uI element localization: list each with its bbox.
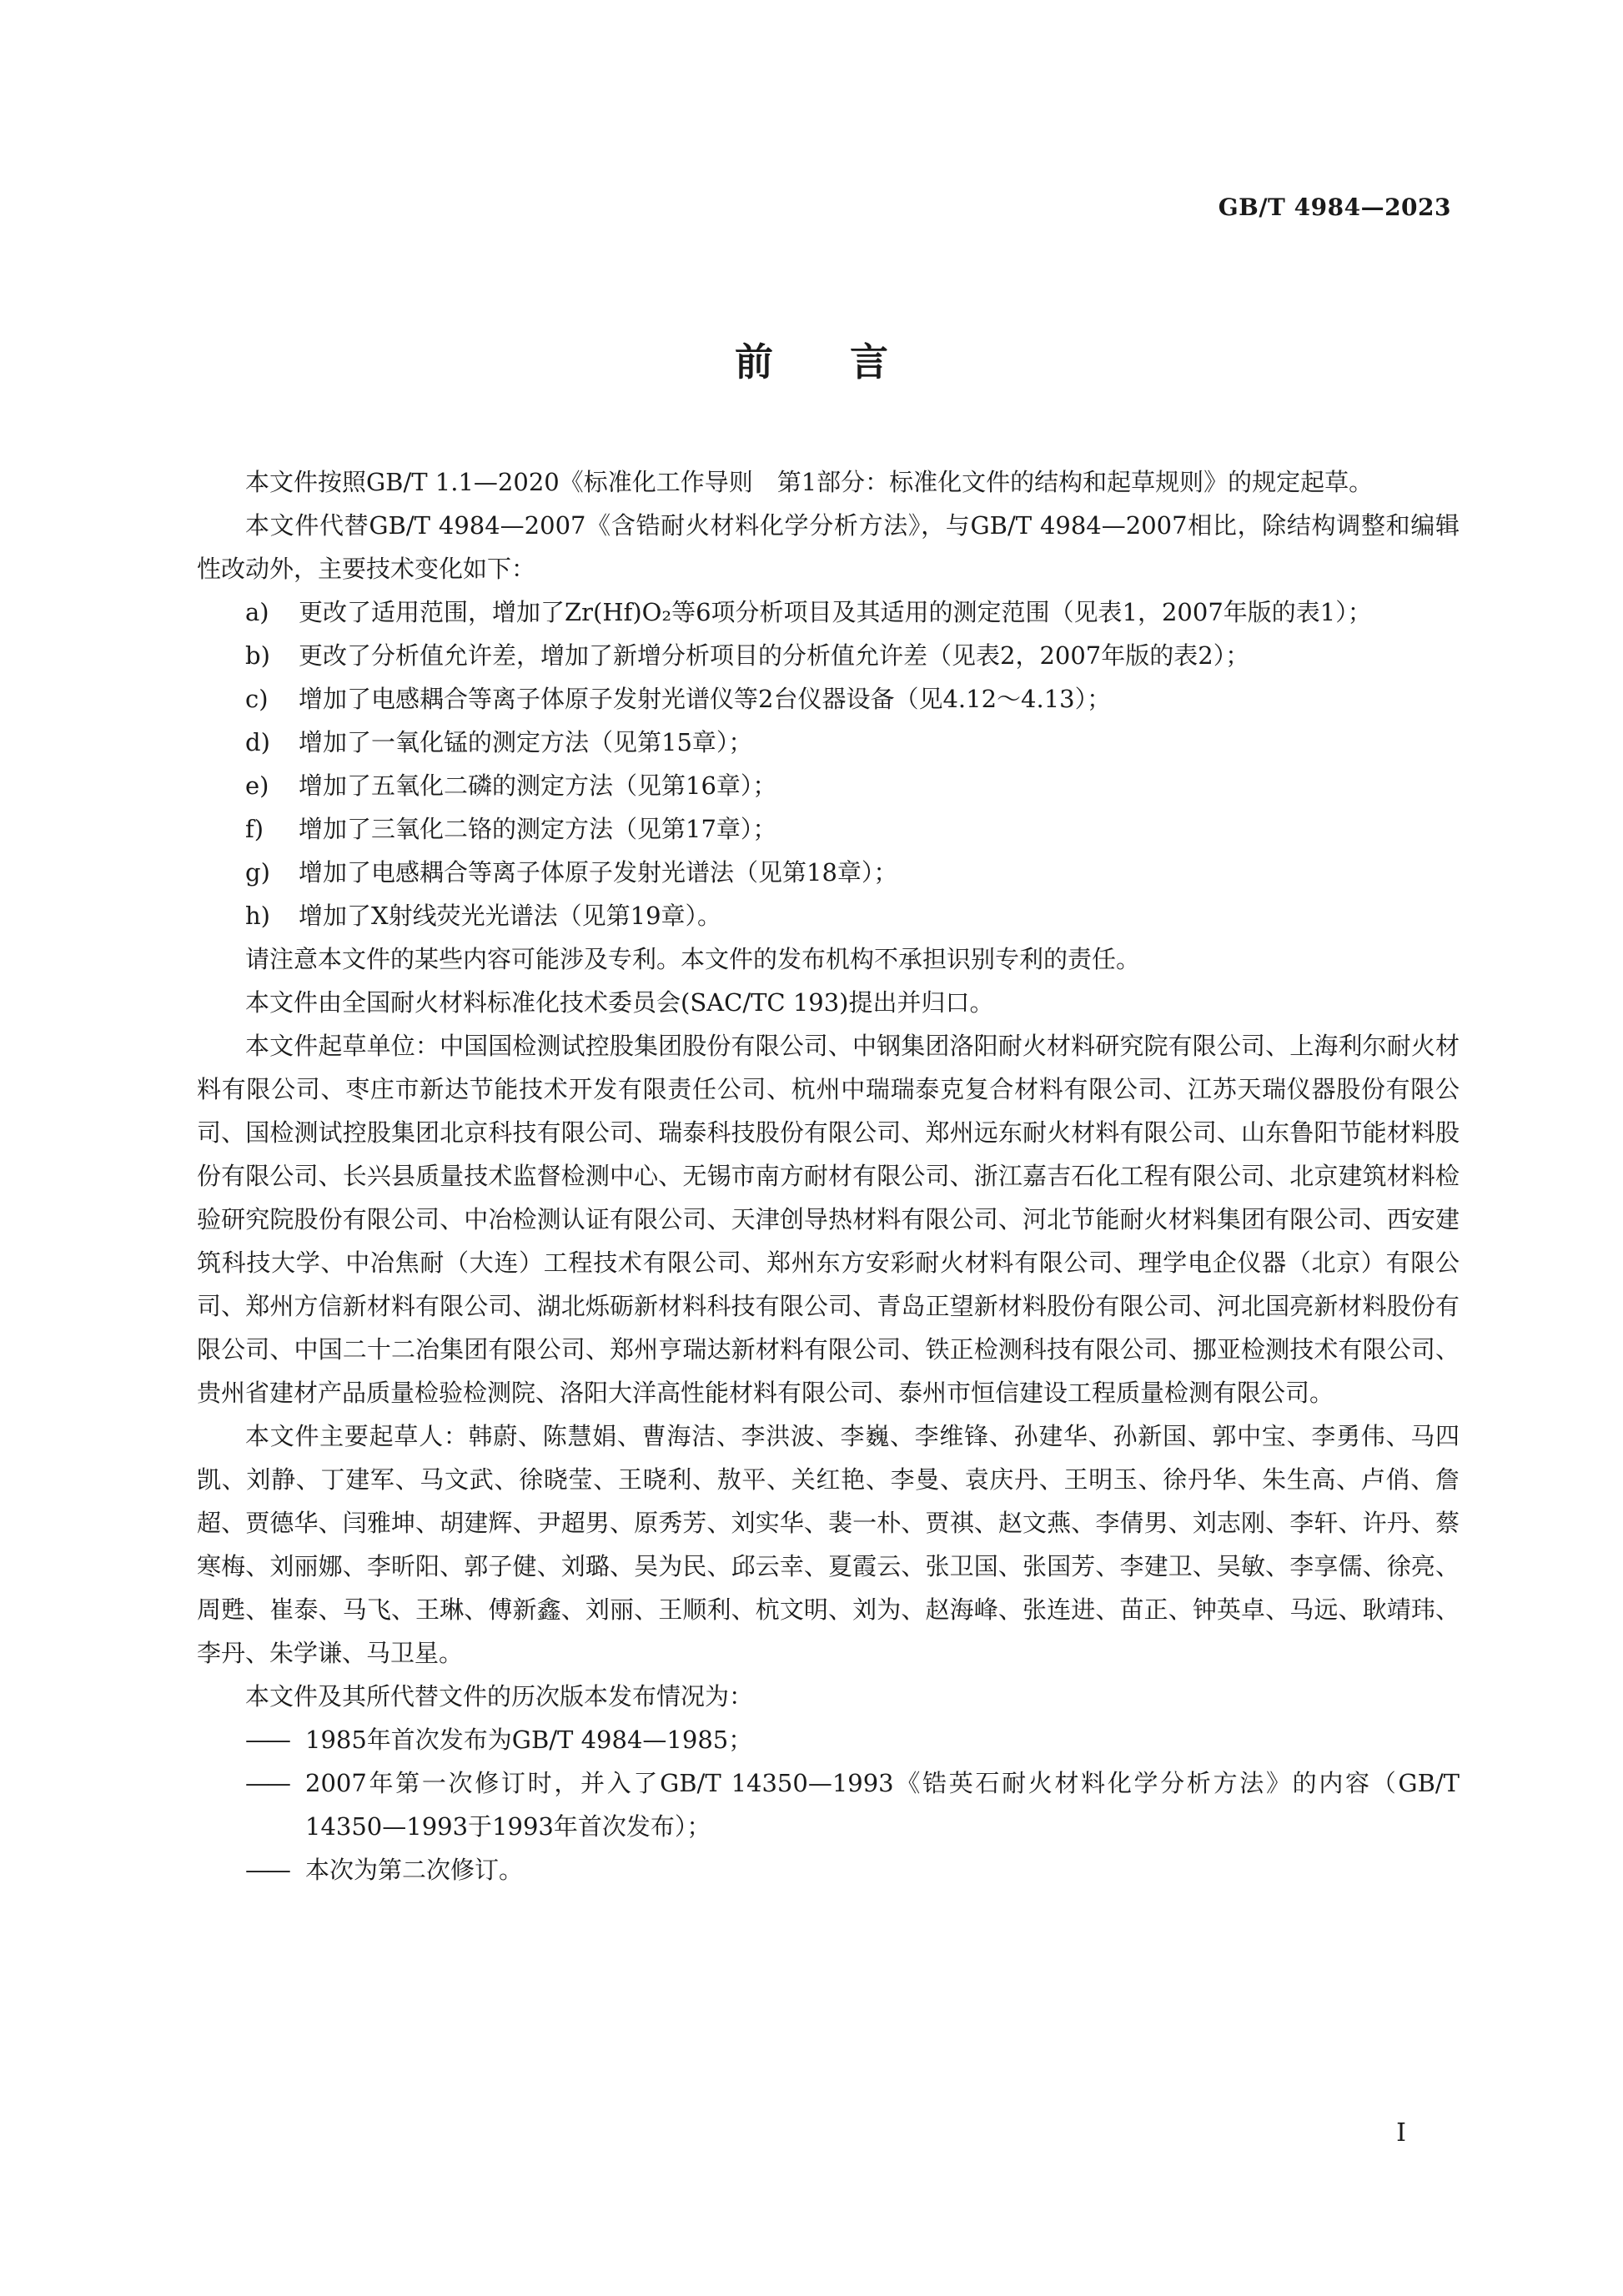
history-item [197,1718,1460,1761]
dash-marker: —— [245,1856,289,1884]
list-marker: g) [245,858,270,887]
history-text: 2007年第一次修订时，并入了GB/T 14350—1993《锆英石耐火材料化学分析方法》的内容（GB/T 14350—1993于1993年首次发布）； [305,1769,1460,1841]
list-marker: a) [245,598,269,626]
paragraph-history-intro: 本文件及其所代替文件的历次版本发布情况为： [245,1682,754,1711]
history-text: 1985年首次发布为GB/T 4984—1985； [305,1726,753,1754]
paragraph-drafters: 本文件主要起草人：韩蔚、陈慧娟、曹海洁、李洪波、李巍、李维锋、孙建华、孙新国、郭中宝、李勇伟、马四凯、刘静、丁建军、马文武、徐晓莹、王晓利、敖平、关红艳、李曼、袁庆丹、王明玉、徐丹华、朱生高、卢俏、詹超、贾德华、闫雅坤、胡建辉、尹超男、原秀芳、刘实华、裴一朴、贾祺、赵文燕、李倩男、刘志刚、李轩、许丹、蔡寒梅、刘丽娜、李昕阳、郭子健、刘璐、吴为民、邱云幸、夏霞云、张卫国、张国芳、李建卫、吴敏、李享儒、徐亮、周甦、崔泰、马飞、王琳、傅新鑫、刘丽、王顺利、杭文明、刘为、赵海峰、张连进、苗正、钟英卓、马远、耿靖玮、李丹、朱学谦、马卫星。 [197,1422,1460,1667]
list-text: 增加了电感耦合等离子体原子发射光谱法（见第18章）； [299,858,898,887]
list-marker: h) [245,902,270,930]
list-text: 增加了电感耦合等离子体原子发射光谱仪等2台仪器设备（见4.12～4.13）； [299,685,1112,713]
paragraph-drafting-units: 本文件起草单位：中国国检测试控股集团股份有限公司、中钢集团洛阳耐火材料研究院有限公司、上海利尔耐火材料有限公司、枣庄市新达节能技术开发有限责任公司、杭州中瑞瑞泰克复合材料有限公司、江苏天瑞仪器股份有限公司、国检测试控股集团北京科技有限公司、瑞泰科技股份有限公司、郑州远东耐火材料有限公司、山东鲁阳节能材料股份有限公司、长兴县质量技术监督检测中心、无锡市南方耐材有限公司、浙江嘉吉石化工程有限公司、北京建筑材料检验研究院股份有限公司、中冶检测认证有限公司、天津创导热材料有限公司、河北节能耐火材料集团有限公司、西安建筑科技大学、中冶焦耐（大连）工程技术有限公司、郑州东方安彩耐火材料有限公司、理学电企仪器（北京）有限公司、郑州方信新材料有限公司、湖北烁砺新材料科技有限公司、青岛正望新材料股份有限公司、河北国亮新材料股份有限公司、中国二十二冶集团有限公司、郑州亨瑞达新材料有限公司、铁正检测科技有限公司、挪亚检测技术有限公司、贵州省建材产品质量检验检测院、洛阳大洋高性能材料有限公司、泰州市恒信建设工程质量检测有限公司。 [197,1032,1460,1407]
page-number: I [1396,2118,1406,2148]
history-text: 本次为第二次修订。 [305,1856,524,1884]
history-item [197,1761,1460,1848]
list-item [197,894,1460,937]
list-text: 增加了一氧化锰的测定方法（见第15章）； [299,728,753,756]
paragraph-patent-notice: 请注意本文件的某些内容可能涉及专利。本文件的发布机构不承担识别专利的责任。 [245,945,1141,973]
paragraph-drafting-rules: 本文件按照GB/T 1.1—2020《标准化工作导则 第1部分：标准化文件的结构和起草规则》的规定起草。 [245,468,1374,496]
document-code: GB/T 4984—2023 [1218,193,1451,221]
list-text: 增加了三氧化二铬的测定方法（见第17章）； [299,815,777,843]
list-item [197,851,1460,894]
dash-marker: —— [245,1726,289,1754]
paragraph-replacement: 本文件代替GB/T 4984—2007《含锆耐火材料化学分析方法》，与GB/T 4984—2007相比，除结构调整和编辑性改动外，主要技术变化如下： [197,511,1460,583]
list-item [197,677,1460,721]
history-item [197,1848,1460,1892]
paragraph-committee: 本文件由全国耐火材料标准化技术委员会(SAC/TC 193)提出并归口。 [245,988,994,1017]
list-item [197,807,1460,851]
foreword-body [197,460,1460,1892]
dash-marker: —— [245,1769,289,1797]
list-item [197,721,1460,764]
list-item [197,764,1460,807]
list-text: 增加了五氧化二磷的测定方法（见第16章）； [299,771,777,800]
list-item [197,634,1460,677]
page-title: 前言 [735,339,965,384]
list-marker: c) [245,685,269,713]
list-text: 增加了X射线荧光光谱法（见第19章）。 [299,902,722,930]
list-marker: b) [245,641,270,670]
list-item [197,590,1460,634]
list-text: 更改了分析值允许差，增加了新增分析项目的分析值允许差（见表2，2007年版的表2）； [299,641,1250,670]
list-marker: e) [245,771,269,800]
list-text: 更改了适用范围，增加了Zr(Hf)O₂等6项分析项目及其适用的测定范围（见表1，2007年版的表1）； [299,598,1372,626]
list-marker: f) [245,815,264,843]
list-marker: d) [245,728,270,756]
